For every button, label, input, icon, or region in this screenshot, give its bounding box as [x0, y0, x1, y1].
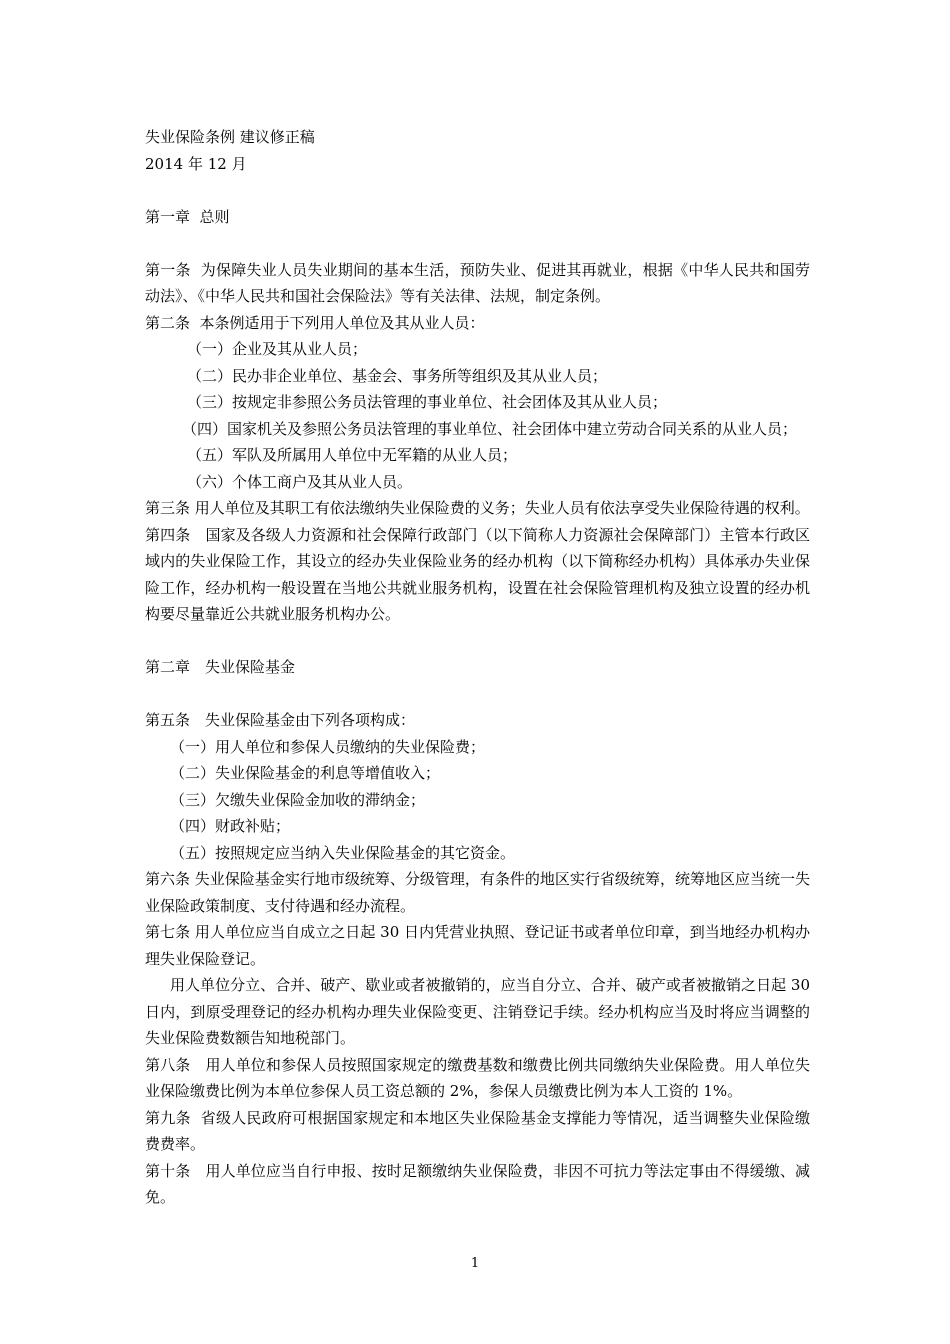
article-2-item: （四）国家机关及参照公务员法管理的事业单位、社会团体中建立劳动合同关系的从业人员；: [182, 419, 798, 438]
article-5-item: （四）财政补贴；: [170, 817, 291, 835]
article-5-item: （一）用人单位和参保人员缴纳的失业保险费；: [170, 737, 486, 756]
article-5-item: （三）欠缴失业保险金加收的滞纳金；: [170, 790, 426, 809]
article-2-item: （六）个体工商户及其从业人员。: [187, 472, 413, 491]
article-2: 第二条 本条例适用于下列用人单位及其从业人员：: [145, 313, 485, 332]
article-2-item: （二）民办非企业单位、基金会、事务所等组织及其从业人员；: [187, 366, 608, 385]
chapter-2-heading: 第二章 失业保险基金: [145, 658, 296, 676]
article-3: 第三条 用人单位及其职工有依法缴纳失业保险费的义务；失业人员有依法享受失业保险待遇的权利。: [145, 499, 810, 517]
article-10: 第十条 用人单位应当自行申报、按时足额缴纳失业保险费，非因不可抗力等法定事由不得缓缴、减免。: [145, 1161, 810, 1206]
document-title: 失业保险条例 建议修正稿: [145, 128, 315, 146]
article-1: 第一条 为保障失业人员失业期间的基本生活，预防失业、促进其再就业，根据《中华人民共和国劳动法》、《中华人民共和国社会保险法》等有关法律、法规，制定条例。: [145, 260, 810, 305]
article-2-item: （三）按规定非参照公务员法管理的事业单位、社会团体及其从业人员；: [187, 393, 668, 411]
article-5-item: （五）按照规定应当纳入失业保险基金的其它资金。: [170, 843, 516, 862]
article-4: 第四条 国家及各级人力资源和社会保障行政部门（以下简称人力资源社会保障部门）主管本行政区域内的失业保险工作，其设立的经办失业保险业务的经办机构（以下简称经办机构）具体承办失业保险工作，经办机构一般设置在当地公共就业服务机构，设置在社会保险管理机构及独立设置的经办机构要尽量靠近公共就业服务机构办公。: [145, 525, 810, 623]
article-5-item: （二）失业保险基金的利息等增值收入；: [170, 764, 441, 782]
article-5: 第五条 失业保险基金由下列各项构成：: [145, 711, 416, 729]
article-6: 第六条 失业保险基金实行地市级统筹、分级管理，有条件的地区实行省级统筹，统筹地区应当统一失业保险政策制度、支付待遇和经办流程。: [145, 870, 810, 915]
article-2-item: （一）企业及其从业人员；: [187, 340, 368, 358]
article-7-paragraph-2: 用人单位分立、合并、破产、歇业或者被撤销的，应当自分立、合并、破产或者被撤销之日起 30 日内，到原受理登记的经办机构办理失业保险变更、注销登记手续。经办机构应当及时将应当调整的失业保险费数额告知地税部门。: [145, 976, 815, 1047]
article-2-item: （五）军队及所属用人单位中无军籍的从业人员；: [187, 446, 518, 464]
document-body: [145, 124, 815, 1211]
article-8: 第八条 用人单位和参保人员按照国家规定的缴费基数和缴费比例共同缴纳失业保险费。用人单位失业保险缴费比例为本单位参保人员工资总额的 2%，参保人员缴费比例为本人工资的 1%。: [145, 1055, 810, 1100]
article-9: 第九条 省级人民政府可根据国家规定和本地区失业保险基金支撑能力等情况，适当调整失业保险缴费费率。: [145, 1108, 810, 1153]
document-date: 2014 年 12 月: [145, 154, 247, 173]
chapter-1-heading: 第一章 总则: [145, 207, 230, 226]
article-7: 第七条 用人单位应当自成立之日起 30 日内凭营业执照、登记证书或者单位印章，到当地经办机构办理失业保险登记。: [145, 923, 810, 968]
page-number: 1: [470, 1256, 480, 1271]
